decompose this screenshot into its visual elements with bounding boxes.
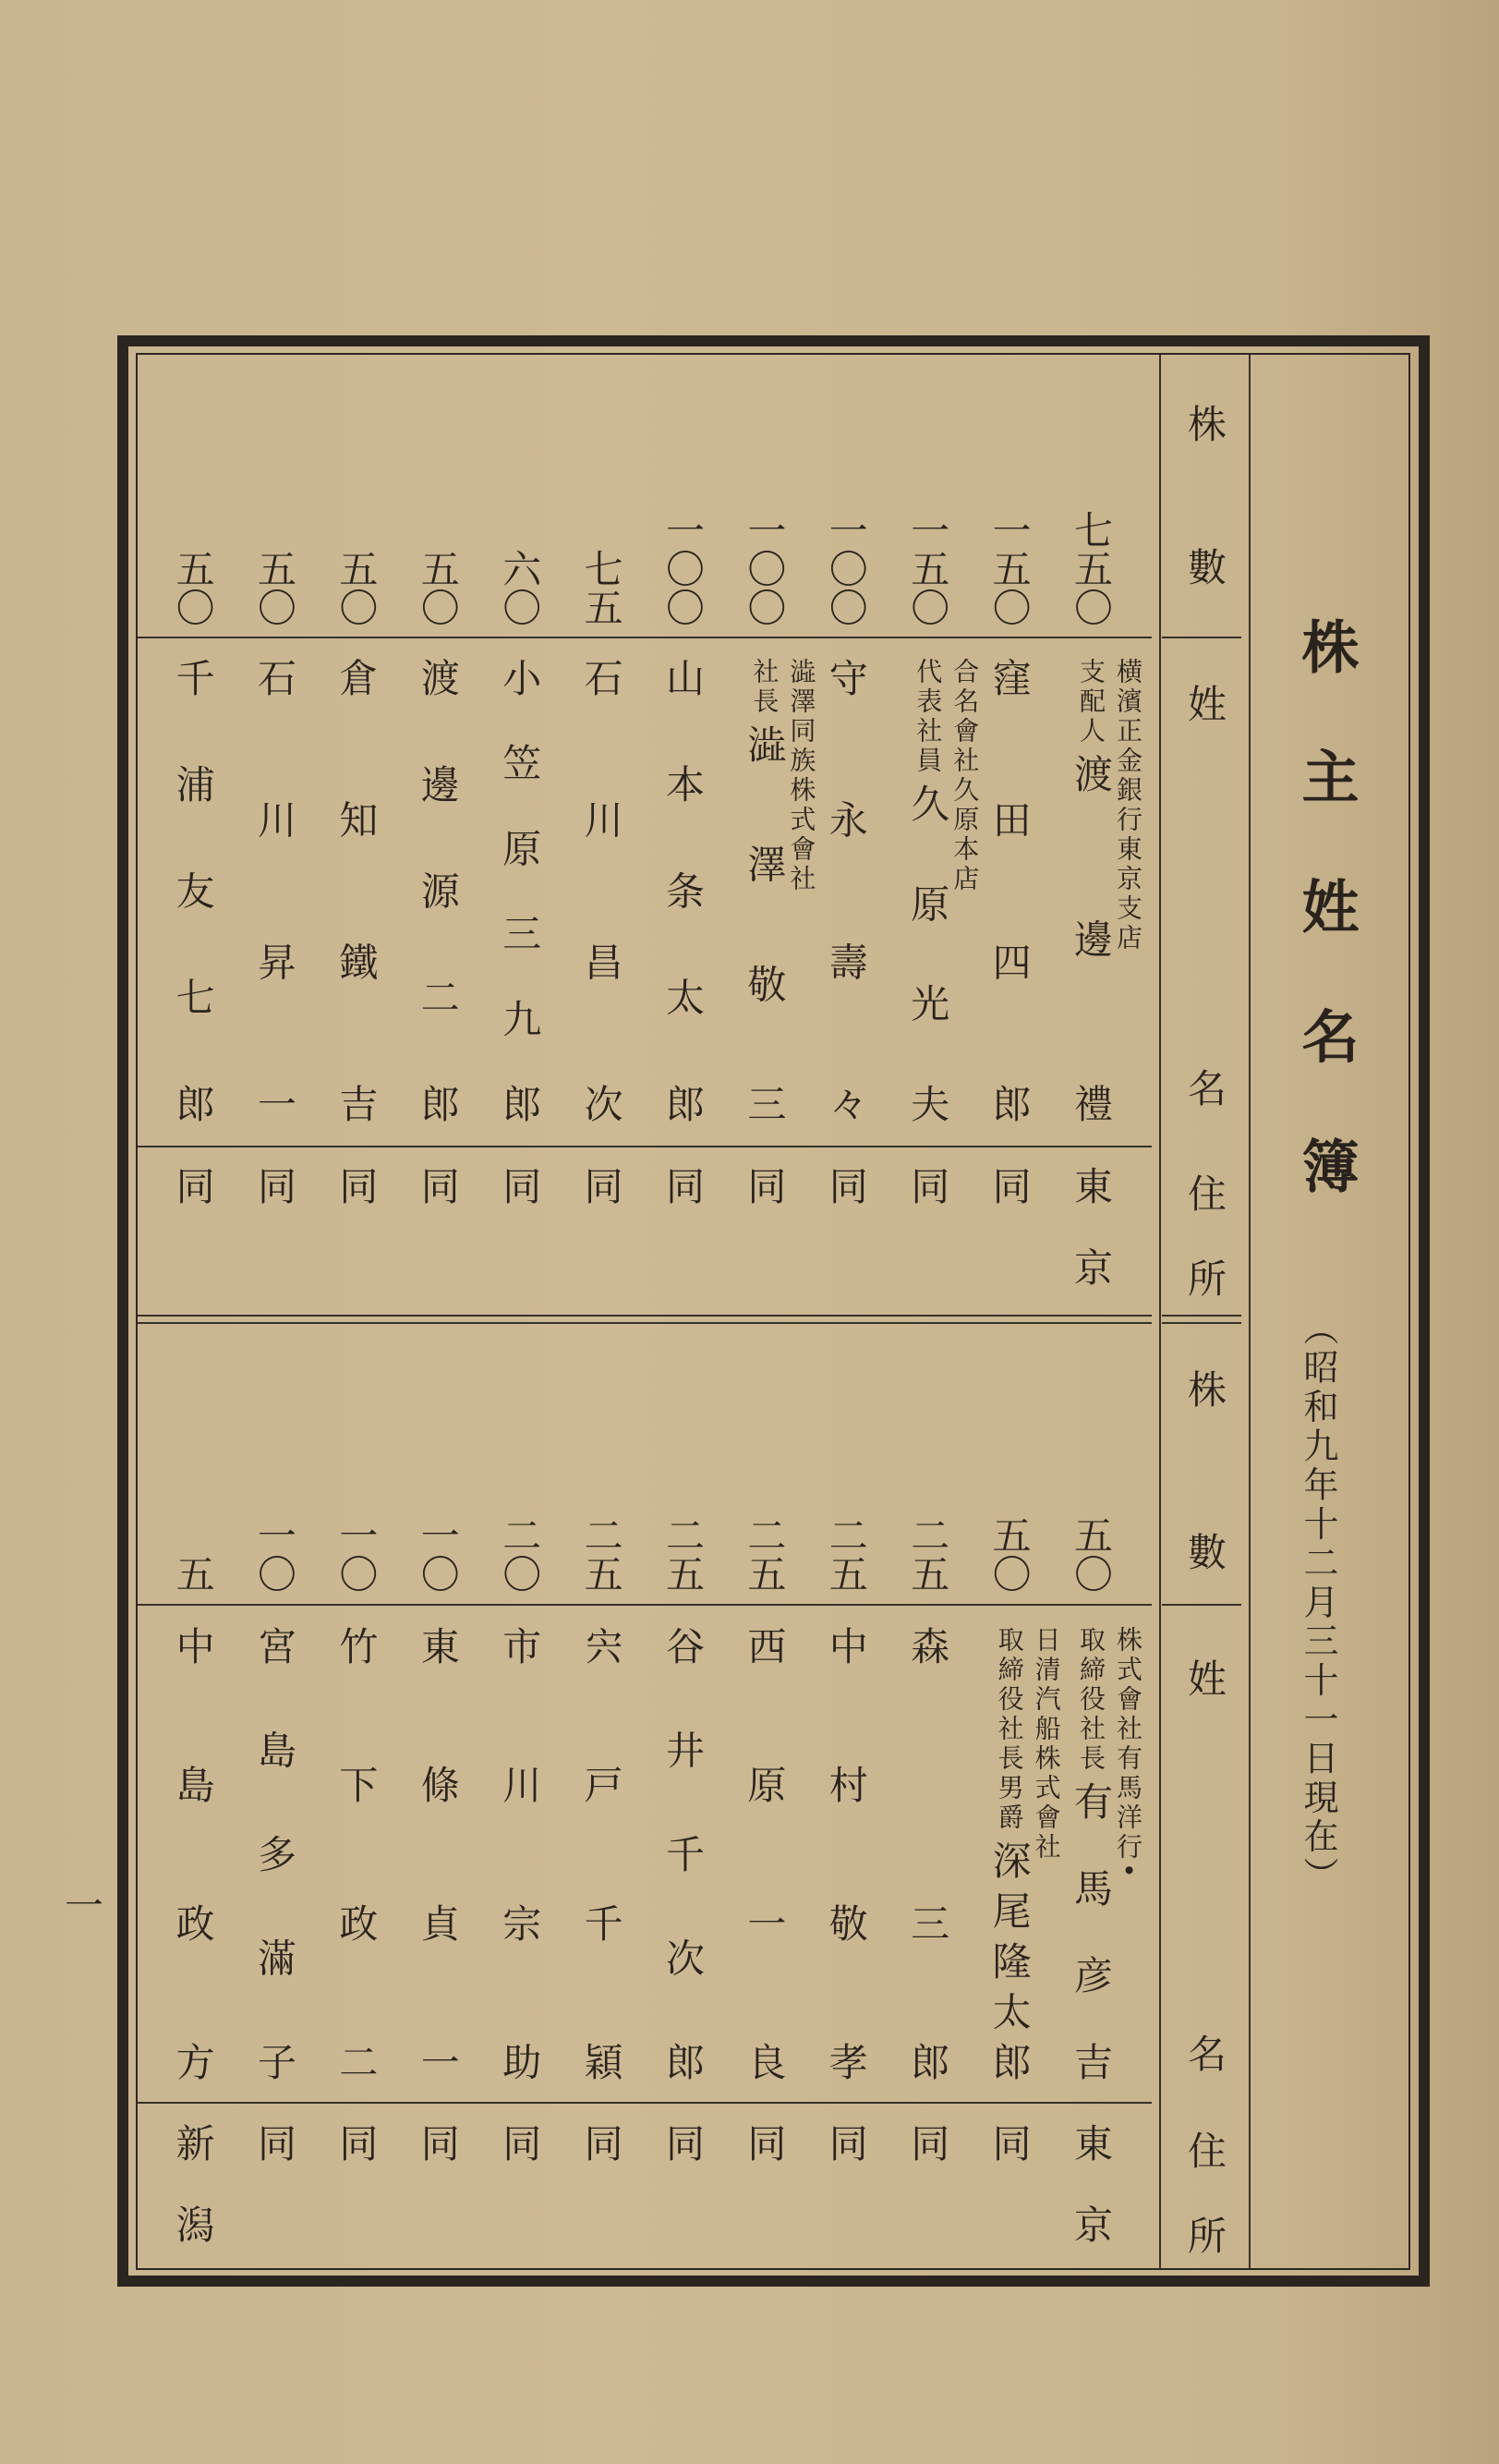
upper-header-shares-divider (1162, 637, 1241, 638)
affiliation-line: 横濱正金銀行東京支店 (1113, 658, 1143, 953)
address: 新潟 (170, 2123, 216, 2286)
share-count: 六〇 (497, 549, 543, 626)
address: 東京 (1069, 1166, 1114, 1329)
address: 同 (333, 1166, 380, 1247)
header-column-divider (1159, 355, 1161, 2268)
shareholder-name: 宍戸千穎 (578, 1626, 624, 2081)
share-count: 五〇 (415, 549, 461, 626)
address: 同 (660, 2123, 706, 2204)
shareholder-name: 石川昇一 (252, 658, 297, 1123)
share-count: 一〇 (333, 1515, 380, 1593)
shareholder-name: 深尾隆太郎 (986, 1840, 1033, 2081)
address: 同 (415, 1166, 461, 1247)
share-count: 五〇 (986, 1515, 1033, 1593)
shareholder-name: 有馬彦吉 (1069, 1781, 1114, 2081)
lower-shares-divider (138, 1604, 1152, 1606)
shareholder-name: 渡邊源二郎 (415, 658, 461, 1123)
share-count: 二〇 (497, 1515, 543, 1593)
share-count: 一〇〇 (823, 510, 869, 626)
header-section-divider-2 (1162, 1322, 1241, 1324)
name-with-title (742, 658, 786, 1123)
shareholder-name: 千浦友七郎 (170, 658, 216, 1123)
share-count: 一〇 (252, 1515, 297, 1593)
address: 同 (823, 1166, 869, 1247)
name-with-title (1069, 658, 1113, 1123)
address: 同 (578, 1166, 624, 1247)
share-count: 五〇 (333, 549, 380, 626)
affiliation-title: 取締役社長 (1076, 1626, 1106, 1774)
share-count: 五〇 (170, 549, 216, 626)
share-count: 一五〇 (905, 510, 951, 626)
shareholder-name: 小笠原三九郎 (497, 658, 543, 1123)
affiliation-title: 支配人 (1076, 658, 1106, 746)
share-count: 五〇 (252, 549, 297, 626)
header-shares-lower: 株數 (1182, 1369, 1227, 1571)
shareholder-name: 石川昌次 (578, 658, 624, 1123)
name-with-title (987, 1626, 1032, 2081)
section-divider-1 (138, 1315, 1152, 1317)
header-name-lower: 姓名 (1182, 1658, 1227, 2072)
address: 東京 (1069, 2123, 1114, 2286)
affiliation-title: 代表社員 (913, 658, 944, 776)
shareholder-name: 谷井千次郎 (660, 1626, 706, 2081)
header-address-upper: 住所 (1182, 1173, 1227, 1297)
affiliation-line: 株式會社有馬洋行• (1113, 1626, 1143, 1882)
share-count: 二五 (905, 1515, 951, 1593)
address: 同 (986, 2123, 1033, 2204)
affiliation-line: 日清汽船株式會社 (1031, 1626, 1062, 1863)
shareholder-name: 倉知鐵吉 (333, 658, 380, 1123)
shareholder-name: 中島政方 (170, 1626, 216, 2081)
title-column-divider (1249, 355, 1251, 2268)
shareholder-name: 中村敬孝 (823, 1626, 869, 2081)
address: 同 (905, 1166, 951, 1247)
shareholder-name: 西原一良 (742, 1626, 788, 2081)
share-count: 七五 (578, 549, 624, 626)
address: 同 (333, 2123, 380, 2204)
share-count: 五 (170, 1554, 216, 1593)
address: 同 (742, 2123, 788, 2204)
shareholder-name: 竹下政二 (333, 1626, 380, 2081)
address: 同 (660, 1166, 706, 1247)
shareholder-name: 宮島多滿子 (252, 1626, 297, 2081)
address: 同 (742, 1166, 788, 1247)
shareholder-name: 山本条太郎 (660, 658, 706, 1123)
shareholder-name: 窪田四郎 (986, 658, 1033, 1123)
share-count: 二五 (578, 1515, 624, 1593)
share-count: 二五 (660, 1515, 706, 1593)
shareholder-name: 森 三郎 (905, 1626, 951, 2081)
shareholder-name: 市川宗助 (497, 1626, 543, 2081)
shareholder-name: 澁澤敬三 (742, 724, 788, 1123)
page-title: 株主姓名簿 (1292, 617, 1360, 1194)
page-subtitle-date: （昭和九年十二月三十一日現在） (1298, 1310, 1338, 1892)
affiliation-line: 合名會社久原本店 (949, 658, 981, 894)
address: 同 (170, 1166, 216, 1247)
share-count: 一〇〇 (742, 510, 788, 626)
address: 同 (823, 2123, 869, 2204)
address: 同 (497, 2123, 543, 2204)
affiliation-line: 澁澤同族株式會社 (786, 658, 817, 894)
lower-header-shares-divider (1162, 1604, 1241, 1606)
affiliation-title: 社長 (749, 658, 780, 717)
header-address-lower: 住所 (1182, 2130, 1227, 2254)
shareholder-name: 渡邊禮 (1069, 754, 1114, 1123)
address: 同 (578, 2123, 624, 2204)
address: 同 (415, 2123, 461, 2204)
share-count: 五〇 (1069, 1515, 1114, 1593)
shareholder-name: 東條貞一 (415, 1626, 461, 2081)
section-divider-2 (138, 1322, 1152, 1324)
address: 同 (986, 1166, 1033, 1247)
share-count: 七五〇 (1069, 510, 1114, 626)
address: 同 (252, 1166, 297, 1247)
upper-shares-divider (138, 637, 1152, 638)
name-with-title (905, 658, 949, 1123)
header-section-divider-1 (1162, 1315, 1241, 1317)
share-count: 二五 (742, 1515, 788, 1593)
share-count: 二五 (823, 1515, 869, 1593)
share-count: 一五〇 (986, 510, 1033, 626)
address: 同 (252, 2123, 297, 2204)
page-number: 一 (65, 1883, 104, 1928)
name-with-title (1069, 1626, 1113, 2081)
affiliation-title: 取締役社長男爵 (994, 1626, 1025, 1833)
upper-address-divider (138, 1146, 1152, 1147)
share-count: 一〇 (415, 1515, 461, 1593)
address: 同 (497, 1166, 543, 1247)
header-name-upper: 姓名 (1182, 684, 1227, 1107)
share-count: 一〇〇 (660, 510, 706, 626)
shareholder-name: 守永壽々 (823, 658, 869, 1123)
shareholder-name: 久原光夫 (905, 783, 951, 1123)
lower-address-divider (138, 2102, 1152, 2104)
header-shares-upper: 株數 (1182, 404, 1227, 586)
address: 同 (905, 2123, 951, 2204)
